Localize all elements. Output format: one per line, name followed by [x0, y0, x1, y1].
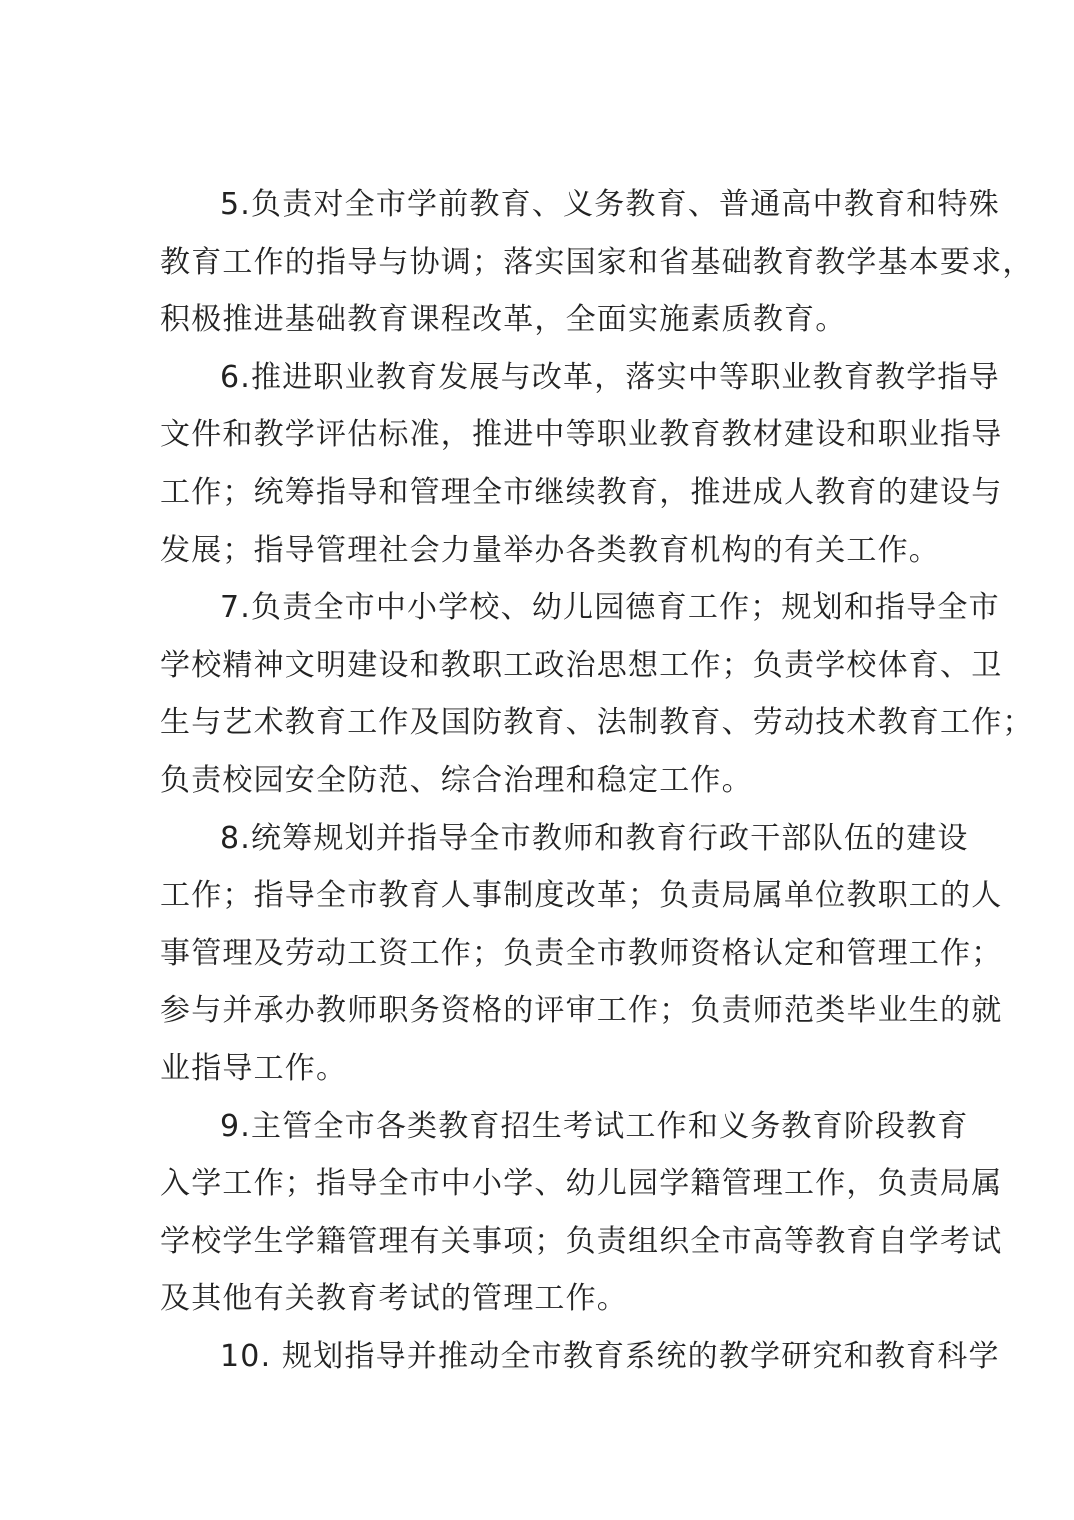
- text-line: 文件和教学评估标准，推进中等职业教育教材建设和职业指导: [160, 417, 1003, 453]
- paragraph-8: [160, 810, 1003, 1098]
- text-line: 10. 规划指导并推动全市教育系统的教学研究和教育科学: [220, 1338, 1000, 1374]
- text-line: 8.统筹规划并指导全市教师和教育行政干部队伍的建设: [220, 820, 969, 856]
- text-line: 9.主管全市各类教育招生考试工作和义务教育阶段教育: [220, 1108, 969, 1144]
- text-line: 及其他有关教育考试的管理工作。: [160, 1281, 628, 1317]
- paragraph-6: [160, 349, 1003, 579]
- text-line: 学校学生学籍管理有关事项；负责组织全市高等教育自学考试: [160, 1223, 1003, 1259]
- document-body: [160, 176, 1034, 1385]
- text-line: 参与并承办教师职务资格的评审工作；负责师范类毕业生的就: [160, 993, 1003, 1029]
- text-line: 工作；指导全市教育人事制度改革；负责局属单位教职工的人: [160, 878, 1003, 914]
- text-line: 6.推进职业教育发展与改革，落实中等职业教育教学指导: [220, 359, 1000, 395]
- paragraph-9: [160, 1098, 1003, 1328]
- text-line: 7.负责全市中小学校、幼儿园德育工作；规划和指导全市: [220, 590, 1000, 626]
- text-line: 积极推进基础教育课程改革，全面实施素质教育。: [160, 302, 847, 338]
- text-line: 5.负责对全市学前教育、义务教育、普通高中教育和特殊: [220, 187, 1000, 222]
- paragraph-5: [160, 176, 1034, 349]
- text-line: 负责校园安全防范、综合治理和稳定工作。: [160, 762, 753, 798]
- paragraph-7: [160, 579, 1034, 809]
- paragraph-10: [160, 1328, 1000, 1386]
- text-line: 入学工作；指导全市中小学、幼儿园学籍管理工作，负责局属: [160, 1166, 1003, 1202]
- text-line: 生与艺术教育工作及国防教育、法制教育、劳动技术教育工作；: [160, 705, 1034, 741]
- text-line: 事管理及劳动工资工作；负责全市教师资格认定和管理工作；: [160, 935, 1003, 971]
- text-line: 工作；统筹指导和管理全市继续教育，推进成人教育的建设与: [160, 474, 1003, 510]
- text-line: 发展；指导管理社会力量举办各类教育机构的有关工作。: [160, 532, 940, 568]
- text-line: 业指导工作。: [160, 1050, 348, 1086]
- text-line: 学校精神文明建设和教职工政治思想工作；负责学校体育、卫: [160, 647, 1003, 683]
- text-line: 教育工作的指导与协调；落实国家和省基础教育教学基本要求，: [160, 244, 1034, 280]
